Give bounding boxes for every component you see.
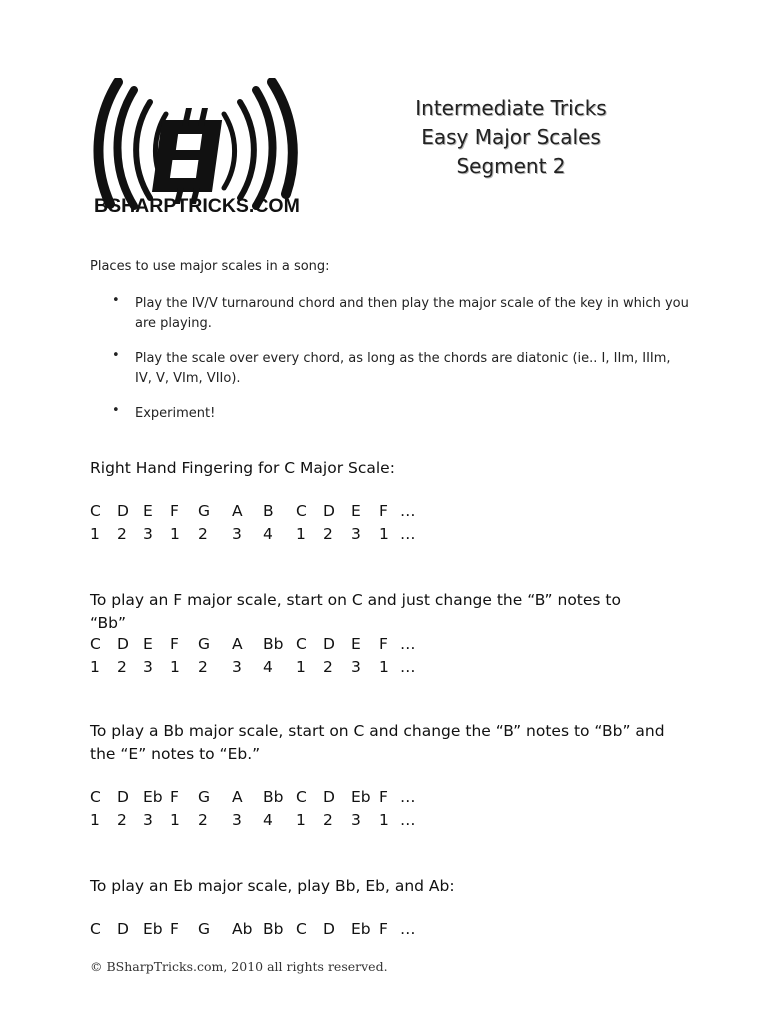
scale-cell: F	[170, 920, 179, 938]
scale-cell: Eb	[143, 920, 163, 938]
scale-cell: Eb	[351, 920, 371, 938]
notes-row-bb-major	[90, 788, 490, 810]
scale-cell: 1	[90, 658, 100, 676]
scale-cell: F	[379, 920, 388, 938]
bullet-list	[90, 294, 690, 439]
scale-cell: 3	[232, 811, 242, 829]
scale-cell: G	[198, 788, 211, 806]
notes-row-f-major	[90, 635, 490, 657]
scale-cell: 2	[198, 658, 208, 676]
notes-row-eb-major	[90, 920, 490, 942]
scale-cell: 3	[143, 658, 153, 676]
scale-cell: 2	[117, 658, 127, 676]
scale-cell: D	[117, 502, 129, 520]
scale-cell: 1	[296, 525, 306, 543]
fingers-row-c-major	[90, 525, 490, 547]
scale-cell: 1	[379, 811, 389, 829]
scale-cell: …	[400, 635, 416, 653]
scale-cell: 1	[379, 525, 389, 543]
scale-cell: C	[90, 920, 101, 938]
scale-cell: D	[117, 788, 129, 806]
scale-cell: A	[232, 635, 243, 653]
scale-cell: Bb	[263, 920, 284, 938]
title-line-1: Intermediate Tricks	[415, 96, 607, 120]
scale-cell: F	[379, 788, 388, 806]
scale-cell: E	[351, 502, 361, 520]
scale-cell: 2	[198, 525, 208, 543]
scale-cell: Ab	[232, 920, 253, 938]
scale-cell: C	[90, 788, 101, 806]
scale-cell: Bb	[263, 788, 284, 806]
scale-cell: G	[198, 502, 211, 520]
scale-cell: B	[263, 502, 274, 520]
scale-cell: 4	[263, 811, 273, 829]
logo-text: BSHARPTRICKS.COM	[94, 195, 300, 217]
scale-cell: A	[232, 502, 243, 520]
scale-cell: E	[351, 635, 361, 653]
scale-cell: D	[323, 502, 335, 520]
scale-cell: 1	[90, 525, 100, 543]
scale-cell: Eb	[143, 788, 163, 806]
list-item	[90, 294, 690, 334]
list-item	[90, 404, 690, 424]
scale-cell: …	[400, 920, 416, 938]
scale-cell: 2	[198, 811, 208, 829]
scale-cell: 1	[296, 658, 306, 676]
scale-cell: C	[296, 502, 307, 520]
scale-cell: 4	[263, 658, 273, 676]
bullet-text: Play the scale over every chord, as long as the chords are diatonic (ie.. I, IIm, IIIm, IV, V, VIm, VIIo).	[135, 351, 671, 386]
scale-cell: G	[198, 920, 211, 938]
scale-cell: C	[296, 635, 307, 653]
scale-cell: D	[117, 920, 129, 938]
scale-cell: F	[170, 635, 179, 653]
scale-cell: …	[400, 788, 416, 806]
scale-cell: C	[90, 502, 101, 520]
title-line-2: Easy Major Scales	[421, 125, 601, 149]
fingers-row-bb-major	[90, 811, 490, 833]
scale-cell: F	[170, 788, 179, 806]
scale-cell: D	[323, 635, 335, 653]
scale-cell: …	[400, 811, 416, 829]
scale-cell: C	[296, 920, 307, 938]
scale-cell: 1	[170, 811, 180, 829]
scale-cell: 3	[232, 525, 242, 543]
scale-cell: F	[170, 502, 179, 520]
intro-text: Places to use major scales in a song:	[90, 259, 330, 274]
scale-cell: E	[143, 502, 153, 520]
scale-cell: F	[379, 635, 388, 653]
scale-cell: 3	[351, 658, 361, 676]
scale-cell: 3	[143, 525, 153, 543]
bsharptricks-logo	[90, 78, 340, 218]
scale-cell: 4	[263, 525, 273, 543]
scale-cell: 2	[323, 525, 333, 543]
copyright-footer: © BSharpTricks.com, 2010 all rights reserved.	[90, 959, 388, 974]
section-heading-bb-major: To play a Bb major scale, start on C and change the “B” notes to “Bb” and the “E” notes to “Eb.”	[90, 722, 665, 763]
scale-cell: 1	[170, 525, 180, 543]
scale-cell: E	[143, 635, 153, 653]
bullet-icon: •	[112, 403, 120, 418]
section-heading-c-major: Right Hand Fingering for C Major Scale:	[90, 459, 395, 477]
scale-cell: C	[90, 635, 101, 653]
scale-cell: …	[400, 502, 416, 520]
scale-cell: 2	[323, 811, 333, 829]
scale-cell: Eb	[351, 788, 371, 806]
scale-cell: G	[198, 635, 211, 653]
section-heading-f-major: To play an F major scale, start on C and just change the “B” notes to “Bb”	[90, 591, 621, 632]
bullet-text: Experiment!	[135, 406, 216, 421]
scale-cell: 1	[90, 811, 100, 829]
title-block	[380, 94, 642, 181]
scale-cell: 3	[351, 811, 361, 829]
scale-cell: F	[379, 502, 388, 520]
scale-cell: 3	[232, 658, 242, 676]
scale-cell: D	[323, 788, 335, 806]
scale-cell: 1	[296, 811, 306, 829]
fingers-row-f-major	[90, 658, 490, 680]
scale-cell: 1	[170, 658, 180, 676]
scale-cell: …	[400, 525, 416, 543]
section-heading-eb-major: To play an Eb major scale, play Bb, Eb, and Ab:	[90, 877, 455, 895]
scale-cell: A	[232, 788, 243, 806]
bullet-icon: •	[112, 293, 120, 308]
scale-cell: 2	[117, 525, 127, 543]
list-item	[90, 349, 690, 389]
scale-cell: D	[117, 635, 129, 653]
scale-cell: 2	[117, 811, 127, 829]
scale-cell: 3	[143, 811, 153, 829]
scale-cell: 2	[323, 658, 333, 676]
scale-cell: D	[323, 920, 335, 938]
title-line-3: Segment 2	[456, 154, 566, 178]
scale-cell: 3	[351, 525, 361, 543]
notes-row-c-major	[90, 502, 490, 524]
scale-cell: …	[400, 658, 416, 676]
scale-cell: 1	[379, 658, 389, 676]
bullet-text: Play the IV/V turnaround chord and then play the major scale of the key in which you are playing.	[135, 296, 689, 331]
bullet-icon: •	[112, 348, 120, 363]
scale-cell: Bb	[263, 635, 284, 653]
scale-cell: C	[296, 788, 307, 806]
